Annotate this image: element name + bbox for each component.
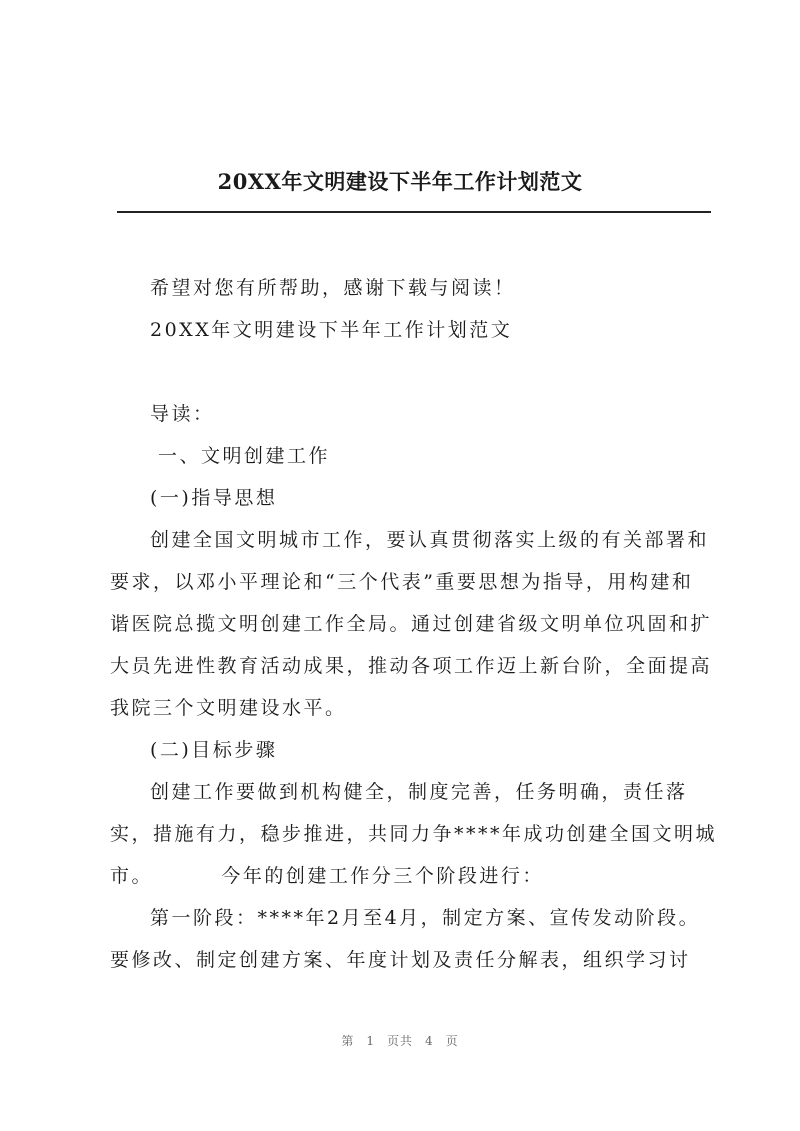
paragraph-line: 实，措施有力，稳步推进，共同力争****年成功创建全国文明城 [110,823,718,845]
paragraph-line: 要求，以邓小平理论和“三个代表”重要思想为指导，用构建和 [110,571,694,593]
footer-ye-gong: 页共 [386,1034,413,1048]
paragraph-line: 创建工作要做到机构健全，制度完善，任务明确，责任落 [150,781,688,803]
document-title: 20XX年文明建设下半年工作计划范文 [217,169,583,194]
footer-total-pages: 4 [425,1034,434,1048]
page-footer [0,1032,800,1049]
paragraph-line: 市。 今年的创建工作分三个阶段进行： [110,865,544,887]
paragraph-line: 大员先进性教育活动成果，推动各项工作迈上新台阶，全面提高 [110,655,713,677]
footer-ye: 页 [445,1034,459,1048]
paragraph-line: 要修改、制定创建方案、年度计划及责任分解表，组织学习讨 [110,949,691,971]
paragraph-line: 第一阶段：****年2月至4月，制定方案、宣传发动阶段。 [150,907,701,929]
subsection-heading-guiding: (一)指导思想 [150,487,278,509]
footer-di: 第 [341,1034,355,1048]
paragraph-line: 我院三个文明建设水平。 [110,697,347,719]
footer-page-number: 1 [366,1034,375,1048]
intro-title: 20XX年文明建设下半年工作计划范文 [150,319,513,341]
title-divider [117,211,711,213]
paragraph-line: 创建全国文明城市工作，要认真贯彻落实上级的有关部署和 [150,529,710,551]
subsection-heading-goals: (二)目标步骤 [150,739,278,761]
intro-thanks: 希望对您有所帮助，感谢下载与阅读！ [150,277,516,299]
paragraph-line: 谐医院总揽文明创建工作全局。通过创建省级文明单位巩固和扩 [110,613,713,635]
guide-label: 导读： [150,403,215,425]
section-heading: 一、文明创建工作 [158,445,331,467]
